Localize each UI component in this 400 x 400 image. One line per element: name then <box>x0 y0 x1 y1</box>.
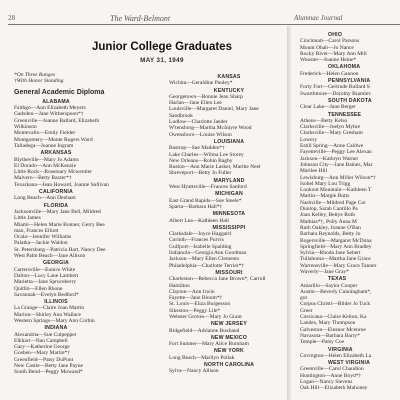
graduate-entry: Wilkinson <box>14 124 37 131</box>
graduate-entry: Indianola—Georgia Ann Goodman <box>169 250 247 257</box>
graduate-entry: St. Louis—Eliza Burgesson <box>169 301 231 308</box>
graduate-entry: Shreveport—Betty Jo Fuller <box>169 170 232 177</box>
graduate-entry: Covington—Helen Elizabeth La <box>300 352 372 359</box>
graduate-entry: Galveston—Eleanor Mcenroe <box>300 326 366 333</box>
state-heading: ILLINOIS <box>44 299 68 306</box>
graduate-entry: Texarkana—Jean Howard, Joanne Sullivan <box>14 181 109 188</box>
graduates-column-middle <box>169 73 271 375</box>
graduate-entry: Sylvia—Rhoda Jane Sebert <box>300 250 361 257</box>
graduate-entry: Estill Spring—Anne Caldwe <box>300 143 364 150</box>
graduate-entry: Jackson—Kathryn Warner <box>300 155 359 162</box>
graduate-entry: Bastrop—Sue Madden*† <box>169 145 225 152</box>
state-heading: TEXAS <box>328 276 347 283</box>
graduate-entry: Corinth—Frances Purvis <box>169 237 224 244</box>
state-heading: FLORIDA <box>43 202 69 209</box>
graduate-entry: Talladega—Joanne Ingram <box>14 142 74 149</box>
graduate-entry: Ruth Oakley, Joanne O'Ban <box>300 224 361 231</box>
state-heading: TENNESSEE <box>328 111 362 118</box>
graduate-entry: Faithgo—Ann Elizabeth Meyers <box>14 105 86 112</box>
state-heading: NORTH CAROLINA <box>203 362 255 369</box>
graduate-entry: Clarksdale—Joyce Haggard <box>169 231 231 238</box>
graduate-entry: Fayetteville—Peggy Lee Alexan <box>300 149 372 156</box>
graduate-entry: Gary—Katherine George <box>14 344 70 351</box>
graduate-entry: Clarksville—Joelyn Myhre <box>300 124 361 131</box>
state-heading: GEORGIA <box>43 260 69 267</box>
graduate-entry: South Bend—Peggy Mowand* <box>14 369 83 376</box>
state-heading: NEW YORK <box>213 348 245 355</box>
graduate-entry: Western Springs—Mary Ann Corbin <box>14 317 95 324</box>
state-heading: KANSAS <box>217 74 241 80</box>
state-heading: ARKANSAS <box>40 150 72 157</box>
graduate-entry: Fayette—Jane Bloom*† <box>169 295 223 302</box>
graduate-entry: Frederick—Helen Gannon <box>300 70 359 77</box>
journal-title: Alumnae Journal <box>294 14 343 22</box>
graduate-entry: Webster Groves—Mary Jo Grant <box>169 313 242 320</box>
graduate-entry: Sparta—Barbara Hall*† <box>169 203 223 210</box>
graduate-entry: East Grand Rapids—Sue Steele* <box>169 197 242 204</box>
page-number: 28 <box>8 14 15 22</box>
graduate-entry: Montgomery—Monte Rogers Ward <box>14 136 93 143</box>
graduate-entry: Harlan—Jane Ellen Lee <box>169 100 222 107</box>
graduates-column-right <box>300 31 400 392</box>
graduate-entry: Wichita—Geraldine Pauley* <box>169 80 233 87</box>
graduate-entry: Waverly—Jane Gray* <box>300 268 349 275</box>
state-heading: NEW JERSEY <box>210 321 247 328</box>
graduate-entry: Mount Ohab—Jo Nance <box>300 44 354 51</box>
graduate-entry: Blytheville—Mary Jo Adams <box>14 156 79 163</box>
graduate-entry: Johnson City—Jane Baines, Mar <box>300 161 373 168</box>
graduate-entry: Long Beach—Marilyn Pollak <box>169 354 235 361</box>
graduate-entry: Philadelphia—Charlotte Terrier*† <box>169 262 245 269</box>
graduate-entry: Ridgefield—Adrianne Buxbaud <box>169 327 240 334</box>
state-heading: MISSISSIPPI <box>212 224 246 231</box>
state-heading: VIRGINIA <box>328 346 353 353</box>
graduate-entry: Cincinnati—Carol Parsons <box>300 38 360 45</box>
graduate-entry: Corpus Christi—Bilder Jo Tuck <box>300 301 371 308</box>
graduate-entry: Warrensville—Mary Grace Tanner <box>300 262 377 269</box>
graduate-entry: St. Petersburg—Patricia Hart, Nancy Dee <box>14 246 106 253</box>
graduate-entry: Logan—Nancy Stevens <box>300 379 353 386</box>
section-heading: General Academic Diploma <box>14 88 105 96</box>
graduate-entry: West Palm Beach—Jane Allison <box>14 253 86 260</box>
graduate-entry: Marion—Shirley Ann Wallace <box>14 311 81 318</box>
graduate-entry: Lookout Mountain—Kathleen T <box>300 187 372 194</box>
graduate-entry: Forty Fort—Gertrude Bullard S <box>300 84 370 91</box>
graduate-entry: Ruston—Ann Marie Lasker, Marthe Neel <box>169 164 261 171</box>
graduate-entry: Isobel Mary Lou Trigg <box>300 180 351 187</box>
graduate-entry: Little Rock—Rosemary Mcwentier <box>14 169 92 176</box>
state-heading: MISSOURI <box>215 269 243 276</box>
graduate-entry: Quitlin—Ellen Rhone <box>14 285 63 292</box>
state-heading: WEST VIRGINIA <box>328 360 371 367</box>
graduates-column-left <box>14 72 109 376</box>
graduate-entry: Sandbrook <box>169 112 193 119</box>
graduate-entry: New Castle—Betty Jane Payne <box>14 363 83 370</box>
graduate-entry: Charleston—Rebecca Jane Brown*, Carroll <box>169 276 266 283</box>
graduate-entry: Athens—Betty Kelso <box>300 117 348 124</box>
graduate-entry: Mathias*†, Polly Anna M <box>300 218 357 225</box>
graduate-entry: Ocala—Jennifer Williams <box>14 234 72 241</box>
graduate-entry: Lowery <box>300 136 318 143</box>
state-heading: NEW MEXICO <box>210 334 247 341</box>
graduate-entry: Marilee Hill <box>300 168 328 175</box>
page-title: Junior College Graduates <box>92 41 232 53</box>
graduate-entry: Nashville—Mildred Page Cor <box>300 199 366 206</box>
graduate-entry: Dalton—Lucy Lane Lambert <box>14 272 79 279</box>
graduate-entry: Fort Sumner—Mary Alice Burnham <box>169 341 249 348</box>
graduate-entry: Greenville—Carol Chaudion <box>300 366 364 373</box>
graduate-entry: Clarksville—Mary Gresham <box>300 130 363 137</box>
state-heading: LOUISIANA <box>213 138 245 145</box>
graduate-entry: Huntington—Anne Boyd*† <box>300 372 362 379</box>
state-heading: MICHIGAN <box>215 191 243 198</box>
graduate-entry: Sikeston—Peggy Lile* <box>169 307 221 314</box>
footnote-legend: †With Honor Standing <box>14 78 64 85</box>
graduate-entry: Jackson—Mary Ellen Clements <box>169 256 239 263</box>
footnote-legend: *On Three Ranges <box>14 72 56 78</box>
graduate-entry: Montevallo—Emily Fielder <box>14 130 76 137</box>
graduate-entry: La Grange—Claire Joan Martin <box>14 305 85 312</box>
graduation-date: MAY 31, 1949 <box>140 57 184 64</box>
state-heading: SOUTH DAKOTA <box>328 97 372 104</box>
graduate-entry: Swarthmore—Dorothy Bramlev <box>300 90 372 97</box>
graduate-entry: Albert Lea—Kathleen Hall <box>169 217 229 224</box>
graduate-entry: Long Beach—Ann Denham <box>14 195 76 202</box>
graduate-entry: Georgetown—Bonnie Jean Sharp <box>169 93 243 100</box>
state-heading: OHIO <box>328 32 343 38</box>
graduate-entry: Greenville—Joanne Ballard, Elizabeth <box>14 117 100 124</box>
graduate-entry: W'tensborg—Martha McIntyre Wood <box>169 125 252 132</box>
graduate-entry: Louisville—Margaret Daniel, Mary Jane <box>169 106 259 113</box>
graduate-entry: Springfield—Mary Ann Bradley <box>300 243 372 250</box>
header-rule <box>8 24 400 25</box>
graduate-entry: Rocky River—Mary Ann Mill <box>300 50 367 57</box>
graduate-entry: Goshen—Mary Martin*† <box>14 350 71 357</box>
graduate-entry: Austin—Beverly Cunningham*, <box>300 288 372 295</box>
graduate-entry: Malvern—Betty Baxter*† <box>14 175 72 182</box>
graduate-entry: Oak Hill—Elizabeth Mahoney <box>300 385 368 392</box>
graduate-entry: Rogersville—Margaret McDona <box>300 237 372 244</box>
state-heading: CALIFORNIA <box>39 189 73 196</box>
state-heading: OKLAHOMA <box>328 64 361 71</box>
graduate-entry: Wooster—Joanne Heine* <box>300 57 357 64</box>
graduate-entry: gor <box>300 295 308 302</box>
graduate-entry: Lewisburg—Ann Miller Wilson*† <box>300 174 376 181</box>
graduate-entry: Barbara Reynolds, Betty Jo <box>300 231 361 238</box>
state-heading: MARYLAND <box>213 177 245 184</box>
graduate-entry: Greenfield—Patsy DuPont <box>14 356 74 363</box>
magazine-title: The Ward-Belmont <box>110 14 171 23</box>
graduate-entry: Tullahoma—Martha Jane Grace <box>300 256 371 263</box>
graduate-entry: Landes, Mary Thompson <box>300 320 356 327</box>
graduate-entry: New Orleans—Robin Bagby <box>169 157 233 164</box>
graduate-entry: Little James <box>14 215 41 222</box>
graduate-entry: Sylva—Nancy Allison <box>169 368 219 375</box>
state-heading: KENTUCKY <box>213 87 245 94</box>
graduate-entry: Alexandria—Sue Culpepper <box>14 331 77 338</box>
graduate-entry: Martin—Margie Butts <box>300 193 350 200</box>
graduate-entry: Clear Lake—Jane Berger <box>300 104 356 111</box>
graduate-entry: Temple—Patsy Coe <box>300 339 345 346</box>
graduate-entry: Dunlop, Sarah Cantillo Pa <box>300 206 358 213</box>
graduate-entry: Lake Charles—Wilma Lee Storey <box>169 151 244 158</box>
graduate-entry: Joan Kelley, Bettye Ruth <box>300 212 355 219</box>
graduate-entry: West Hyattsville—Frances Sanford <box>169 184 247 191</box>
graduate-entry: Navasota—Barbara Barry* <box>300 332 361 339</box>
graduate-entry: Savannah—Evelyn Bedford* <box>14 291 79 298</box>
graduate-entry: Gadsden—Jane Witherspoon*† <box>14 111 84 118</box>
graduate-entry: Marietta—Jane Spruceberry <box>14 279 77 286</box>
graduate-entry: Ludlow—Charlotte Jaeder <box>169 119 228 126</box>
graduate-entry: Miami—Helen Marie Bonner, Gerry Bee <box>14 221 105 228</box>
graduate-entry: Corsicana—Claire Kelton, Ka <box>300 314 367 321</box>
graduate-entry: Amarillo—Saylor Cooper <box>300 282 358 289</box>
graduate-entry: Hamilton <box>169 282 190 289</box>
graduate-entry: Palatka—Jackie Waldon <box>14 240 68 247</box>
graduate-entry: man, Frances Elliott <box>14 227 59 234</box>
page-gutter <box>287 26 292 400</box>
graduate-entry: Jacksonville—Mary Jane Bell, Mildred <box>14 208 101 215</box>
state-heading: PENNSYLVANIA <box>328 78 371 85</box>
state-heading: MINNESOTA <box>212 211 246 218</box>
graduate-entry: Owensboro—Louise Wilson <box>169 131 232 138</box>
graduate-entry: Elkhart—Nan Campbell <box>14 337 68 344</box>
graduate-entry: Cartersville—Eunice White <box>14 266 76 273</box>
state-heading: ALABAMA <box>42 98 70 105</box>
graduate-entry: Gulfport—Isabelle Spalding <box>169 243 232 250</box>
graduate-entry: Clayton—Ann Irwin <box>169 288 215 295</box>
graduate-entry: El Dorado—Ann McKenzie <box>14 162 77 169</box>
state-heading: INDIANA <box>44 325 68 332</box>
graduate-entry: Greer <box>300 307 313 314</box>
